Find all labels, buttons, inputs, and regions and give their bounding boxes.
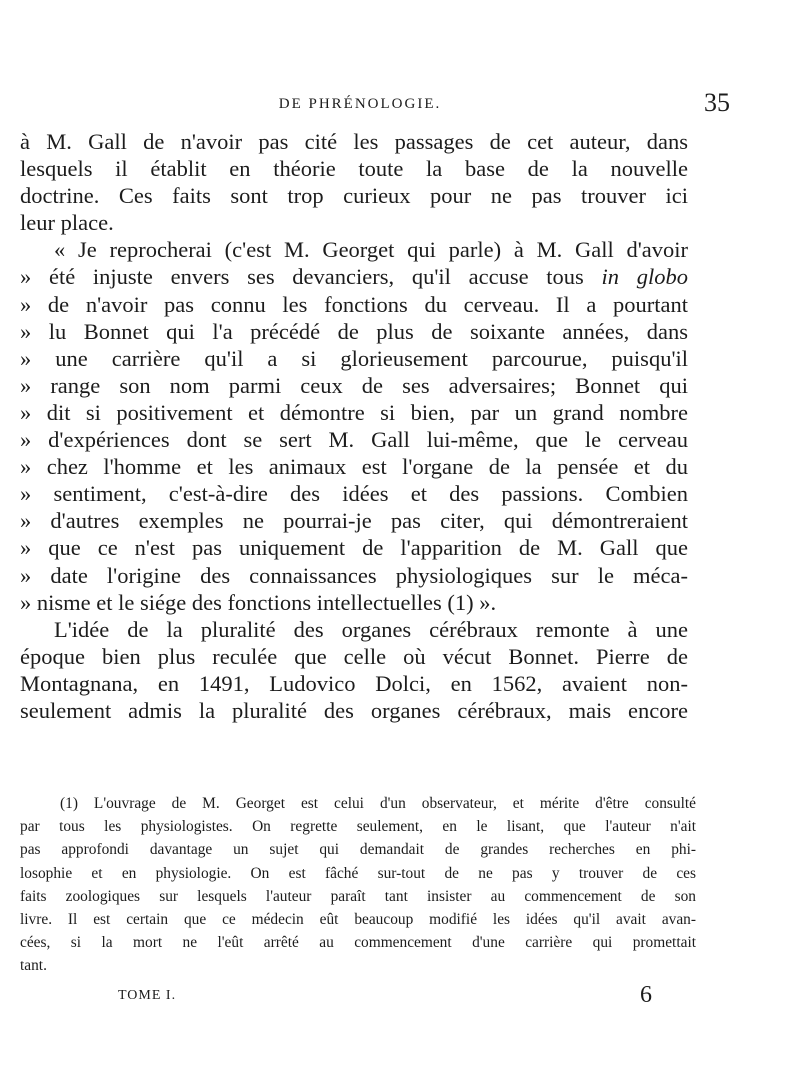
text-line: » nisme et le siége des fonctions intellectuelles (1) ».	[20, 589, 497, 615]
text-line: Montagnana, en 1491, Ludovico Dolci, en 1562, avaient non-	[20, 670, 688, 696]
footnote-line: losophie et en physiologie. On est fâché sur-tout de ne pas y trouver de ces	[20, 864, 696, 882]
footnote-line: par tous les physiologistes. On regrette seulement, en le lisant, que l'auteur n'ait	[20, 818, 696, 836]
text-line: » range son nom parmi ceux de ses adversaires; Bonnet qui	[20, 372, 688, 398]
text-line: lesquels il établit en théorie toute la base de la nouvelle	[20, 156, 688, 182]
text-line: doctrine. Ces faits sont trop curieux pour ne pas trouver ici	[20, 183, 688, 209]
text-line: » d'autres exemples ne pourrai-je pas citer, qui démontreraient	[20, 508, 688, 534]
footnote-line: pas approfondi davantage un sujet qui demandait de grandes recherches en phi-	[20, 841, 696, 859]
page-number: 35	[704, 88, 730, 117]
text-line: à M. Gall de n'avoir pas cité les passages de cet auteur, dans	[20, 129, 688, 154]
footnote-line: faits zoologiques sur lesquels l'auteur paraît tant insister au commencement de son	[20, 887, 696, 905]
text-line: » chez l'homme et les animaux est l'organe de la pensée et du	[20, 454, 688, 480]
text-line: leur place.	[20, 210, 114, 236]
text-line: » dit si positivement et démontre si bien, par un grand nombre	[20, 399, 688, 425]
text-line: » lu Bonnet qui l'a précédé de plus de soixante années, dans	[20, 318, 688, 344]
text-line: » sentiment, c'est-à-dire des idées et des passions. Combien	[20, 481, 688, 507]
italic-phrase: in globo	[601, 264, 689, 290]
footnote-line: livre. Il est certain que ce médecin eût beaucoup modifié les idées qu'il avait avan-	[20, 910, 696, 928]
footnote-line: tant.	[20, 957, 47, 975]
page-header	[20, 88, 730, 124]
text-line	[20, 263, 688, 290]
footnote	[20, 792, 696, 978]
footnote-line: (1) L'ouvrage de M. Georget est celui d'un observateur, et mérite d'être consulté	[60, 795, 696, 812]
page-footer	[118, 982, 652, 1012]
text-line: » que ce n'est pas uniquement de l'apparition de M. Gall que	[20, 535, 688, 561]
text-line: » une carrière qu'il a si glorieusement parcourue, puisqu'il	[20, 345, 688, 371]
running-title: DE PHRÉNOLOGIE.	[278, 96, 442, 112]
text-line: seulement admis la pluralité des organes cérébraux, mais encore	[20, 697, 688, 723]
text-line-part: » été injuste envers ses devanciers, qu'il accuse tous	[20, 264, 584, 290]
text-line: » date l'origine des connaissances physiologiques sur le méca-	[20, 562, 688, 588]
text-line: » de n'avoir pas connu les fonctions du cerveau. Il a pourtant	[20, 291, 688, 317]
main-text	[20, 128, 688, 724]
footnote-line: cées, si la mort ne l'eût arrêté au commencement d'une carrière qui promettait	[20, 934, 696, 952]
signature-tome: TOME I.	[118, 988, 177, 1003]
signature-mark: 6	[640, 982, 652, 1008]
text-line: époque bien plus reculée que celle où vécut Bonnet. Pierre de	[20, 643, 688, 669]
text-line: » d'expériences dont se sert M. Gall lui-même, que le cerveau	[20, 427, 688, 453]
text-line: « Je reprocherai (c'est M. Georget qui parle) à M. Gall d'avoir	[54, 237, 688, 263]
text-line: L'idée de la pluralité des organes cérébraux remonte à une	[54, 616, 688, 642]
